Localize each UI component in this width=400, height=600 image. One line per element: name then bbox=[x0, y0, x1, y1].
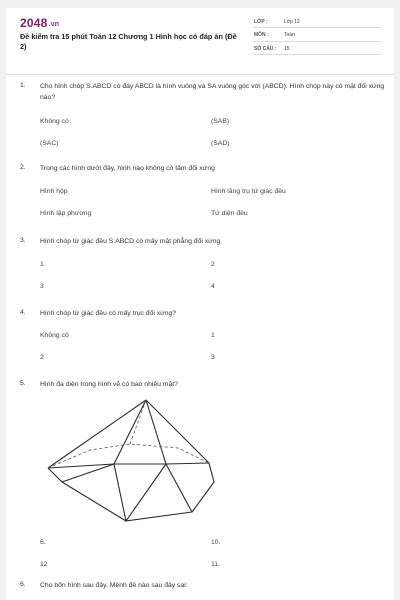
question-2 bbox=[20, 164, 388, 234]
answer-option[interactable]: Hình lập phương bbox=[40, 210, 92, 217]
polyhedron-edge bbox=[48, 463, 209, 468]
page-title: Đề kiểm tra 15 phút Toán 12 Chương 1 Hình học có đáp án (Đề 2) bbox=[20, 32, 237, 51]
polyhedron-edge bbox=[48, 400, 146, 468]
answer-option[interactable]: 6. bbox=[40, 539, 46, 546]
site-logo[interactable] bbox=[20, 16, 59, 30]
polyhedron-edge bbox=[114, 400, 146, 464]
logo-suffix: .vn bbox=[48, 21, 60, 28]
question-number: 5. bbox=[20, 380, 26, 387]
answer-option[interactable]: 3 bbox=[211, 354, 215, 361]
polyhedron-hidden-edge bbox=[130, 400, 146, 444]
answer-option[interactable]: 1 bbox=[211, 332, 215, 339]
answer-option[interactable]: Không có bbox=[40, 118, 69, 125]
answer-option[interactable]: (SAC) bbox=[40, 140, 59, 147]
question-6 bbox=[20, 581, 388, 599]
answer-option[interactable]: Hình hộp bbox=[40, 188, 68, 195]
page-header bbox=[6, 8, 394, 70]
answer-option[interactable]: 2 bbox=[40, 354, 44, 361]
question-text: Hình chóp tứ giác đều có mấy trục đối xứng? bbox=[40, 310, 177, 317]
polyhedron-edge bbox=[48, 463, 214, 521]
answer-option[interactable]: 1 bbox=[40, 261, 44, 268]
question-text: Trong các hình dưới đây, hình nào không có tâm đối xứng bbox=[40, 165, 215, 172]
exam-page bbox=[6, 8, 394, 600]
meta-value: Lớp 12 bbox=[284, 18, 300, 25]
answer-option[interactable]: 10. bbox=[211, 539, 221, 546]
header-divider bbox=[6, 74, 394, 75]
exam-meta-table bbox=[254, 16, 382, 57]
meta-row-subject bbox=[254, 30, 382, 42]
answer-option[interactable]: Tứ diện đều bbox=[211, 210, 248, 217]
meta-key: SỐ CÂU : bbox=[254, 45, 277, 52]
answer-option[interactable]: 3 bbox=[40, 283, 44, 290]
question-number: 6. bbox=[20, 581, 26, 588]
question-text: Hình đa diện trong hình vẽ có bao nhiêu mặt? bbox=[40, 381, 178, 388]
question-text: Cho hình chóp S.ABCD có đáy ABCD là hình vuông và SA vuông góc với (ABCD). Hình chóp này có mặt đối xứng nào? bbox=[40, 83, 385, 101]
question-4 bbox=[20, 309, 388, 379]
question-number: 3. bbox=[20, 237, 26, 244]
question-text: Cho bốn hình sau đây. Mệnh đề nào sau đây sai: bbox=[40, 582, 188, 589]
meta-value: 15 bbox=[284, 45, 290, 52]
polyhedron-edge bbox=[114, 464, 126, 521]
question-3 bbox=[20, 237, 388, 307]
polyhedron-edge bbox=[126, 464, 166, 521]
answer-option[interactable]: 11. bbox=[211, 561, 220, 568]
meta-key: LỚP : bbox=[254, 18, 268, 25]
answer-option[interactable]: (SAB) bbox=[211, 118, 230, 125]
polyhedron-edge bbox=[166, 464, 192, 512]
answer-option[interactable]: 12 bbox=[40, 561, 48, 568]
meta-key: MÔN : bbox=[254, 32, 269, 38]
answer-option[interactable]: Hình lăng trụ tứ giác đều bbox=[211, 188, 286, 195]
question-1 bbox=[20, 82, 388, 162]
answer-option[interactable]: 2 bbox=[211, 261, 215, 268]
question-text: Hình chóp tứ giác đều S.ABCD có mấy mặt phẳng đối xứng bbox=[40, 238, 221, 245]
meta-value: Toán bbox=[284, 32, 295, 38]
question-number: 1. bbox=[20, 82, 26, 89]
meta-row-count bbox=[254, 43, 382, 55]
polyhedron-figure bbox=[42, 398, 222, 528]
answer-option[interactable]: Không có bbox=[40, 332, 69, 339]
question-number: 4. bbox=[20, 309, 26, 316]
question-number: 2. bbox=[20, 164, 26, 171]
answer-option[interactable]: (SAD) bbox=[211, 140, 230, 147]
answer-option[interactable]: 4 bbox=[211, 283, 215, 290]
logo-main: 2048 bbox=[20, 16, 48, 30]
meta-row-class bbox=[254, 16, 382, 28]
